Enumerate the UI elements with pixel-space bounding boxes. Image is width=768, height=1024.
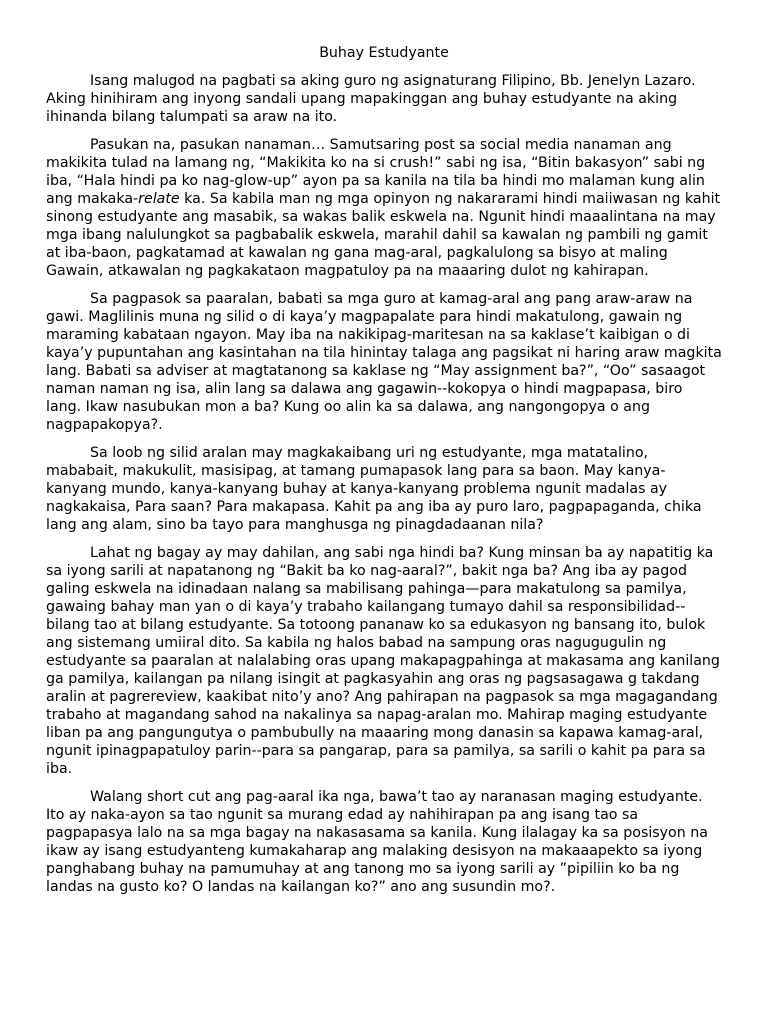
paragraph-dahilan: Lahat ng bagay ay may dahilan, ang sabi nga hindi ba? Kung minsan ba ay napatitig ka sa iyong sarili at napatanong ng “Bakit ba ko nag-aaral?”, bakit nga ba? Ang iba ay pagod galing eskwela na idinadaan nalang sa mabilisang pahinga—para makatulong sa pamilya, gawaing bahay man yan o di kaya’y trabaho kailangang tumayo dahil sa responsibilidad--bilang tao at bilang estudyante. Sa totoong pananaw ko sa edukasyon ng bansang ito, bulok ang sistemang umiiral dito. Sa kabila ng halos babad na sampung oras nagugugulin ng estudyante sa paaralan at nalalabing oras upang makapagpahinga at makasama ang kanilang ga pamilya, kailangan pa nilang isingit at pagkasyahin ang oras ng pagsasagawa g takdang aralin at pagrereview, kaakibat nito’y ano? Ang pahirapan na pagpasok sa mga magagandang trabaho at magandang sahod na nakalinya sa napag-aralan mo. Mahirap maging estudyante liban pa ang pangungutya o pambubully na maaaring mong danasin sa kapawa kamag-aral, ngunit ipinagpapatuloy parin--para sa pangarap, para sa pamilya, sa sarili o kahit pa para sa iba. [46, 545, 720, 777]
paragraph-text: ka. Sa kabila man ng mga opinyon ng nakararami hindi maiiwasan ng kahit sinong estudyante ang masabik, sa wakas balik eskwela na. Ngunit hindi maaalintana na may mga ibang nalulungkot sa pagbabalik eskwela, marahil dahil sa kawalan ng pambili ng gamit at iba-baon, pagkatamad at kawalan ng gana mag-aral, pagkalulong sa bisyo at maling Gawain, atkawalan ng pagkakataon magpatuloy pa na maaaring dulot ng kahirapan. [46, 191, 721, 279]
paragraph-text: Pasukan na, pasukan nanaman… Samutsaring post sa social media nanaman ang makikita tulad na lamang ng, “Makikita ko na si crush!” sabi ng isa, “Bitin bakasyon” sabi ng iba, “Hala hindi pa ko nag-glow-up” ayon pa sa kanila na tila ba hindi mo malaman kung alin ang makaka- [46, 137, 706, 207]
paragraph-silid-aralan: Sa loob ng silid aralan may magkakaibang uri ng estudyante, mga matatalino, mababait, makukulit, masisipag, at tamang pumapasok lang para sa baon. May kanya-kanyang mundo, kanya-kanyang buhay at kanya-kanyang problema ngunit madalas ay nagkakaisa, Para saan? Para makapasa. Kahit pa ang iba ay puro laro, pagpapaganda, chika lang ang alam, sino ba tayo para manghusga ng pinagdadaanan nila? [46, 445, 702, 533]
italic-word: relate [138, 191, 180, 207]
paragraph-pasukan [46, 136, 722, 280]
paragraph-short-cut: Walang short cut ang pag-aaral ika nga, bawa’t tao ay naranasan maging estudyante. Ito ay naka-ayon sa tao ngunit sa murang edad ay nahihirapan pa ang isang tao sa pagpapasya lalo na sa mga bagay na nakasasama sa kanila. Kung ilalagay ka sa posisyon na ikaw ay isang estudyanteng kumakaharap ang malaking desisyon na makaaapekto sa iyong panghabang buhay na pamumuhay at ang tanong mo sa iyong sarili ay ”pipiliin ko ba ng landas na gusto ko? O landas na kailangan ko?” ano ang susundin mo?. [46, 789, 708, 895]
document-title: Buhay Estudyante [319, 45, 449, 61]
paragraph-pagpasok: Sa pagpasok sa paaralan, babati sa mga guro at kamag-aral ang pang araw-araw na gawi. Maglilinis muna ng silid o di kaya’y magpapalate para hindi makatulong, gawain ng maraming kabataan ngayon. May iba na nakikipag-maritesan na sa kaklase’t kaibigan o di kaya’y pupuntahan ang kasintahan na tila hinintay talaga ang pagsikat ni haring araw magkita lang. Babati sa adviser at magtatanong sa kaklase ng “May assignment ba?”, “Oo” sasaagot naman naman ng isa, alin lang sa dalawa ang gagawin--kokopya o hindi magpapasa, biro lang. Ikaw nasubukan mon a ba? Kung oo alin ka sa dalawa, ang nangongopya o ang nagpapakopya?. [46, 291, 722, 433]
paragraph-greeting: Isang malugod na pagbati sa aking guro ng asignaturang Filipino, Bb. Jenelyn Lazaro. Aking hinihiram ang inyong sandali upang mapakinggan ang buhay estudyante na aking ihinanda bilang talumpati sa araw na ito. [46, 73, 696, 125]
